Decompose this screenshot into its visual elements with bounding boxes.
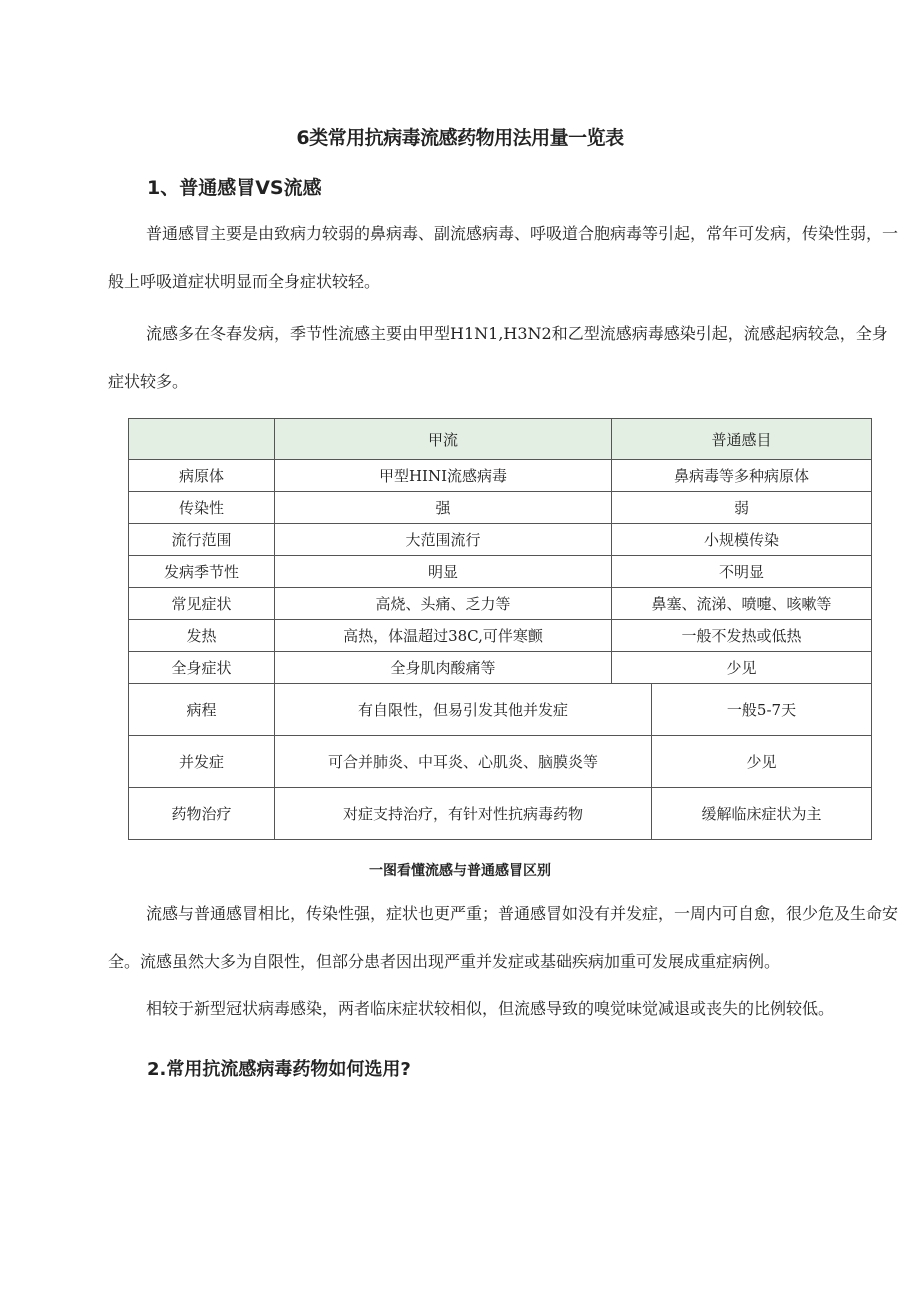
flu-cell: 可合并肺炎、中耳炎、心肌炎、脑膜炎等 bbox=[275, 736, 652, 788]
table-row bbox=[129, 492, 872, 524]
row-label: 发热 bbox=[129, 620, 275, 652]
row-label: 流行范围 bbox=[129, 524, 275, 556]
row-label: 发病季节性 bbox=[129, 556, 275, 588]
cold-cell: 少见 bbox=[652, 736, 872, 788]
row-label: 传染性 bbox=[129, 492, 275, 524]
flu-cell: 有自限性，但易引发其他并发症 bbox=[275, 684, 652, 736]
cold-cell: 缓解临床症状为主 bbox=[652, 788, 872, 840]
flu-cell: 全身肌肉酸痛等 bbox=[275, 652, 612, 684]
header-cell-empty bbox=[129, 419, 275, 460]
header-cell-flu: 甲流 bbox=[275, 419, 612, 460]
flu-cell: 明显 bbox=[275, 556, 612, 588]
cold-cell: 一般5-7天 bbox=[652, 684, 872, 736]
covid-comparison-paragraph: 相较于新型冠状病毒感染，两者临床症状较相似，但流感导致的嗅觉味觉减退或丧失的比例较低。 bbox=[146, 999, 835, 1018]
flu-cell: 对症支持治疗，有针对性抗病毒药物 bbox=[275, 788, 652, 840]
cold-cell: 鼻塞、流涕、喷嚏、咳嗽等 bbox=[612, 588, 872, 620]
cold-cell: 一般不发热或低热 bbox=[612, 620, 872, 652]
cold-cell: 不明显 bbox=[612, 556, 872, 588]
table-row bbox=[129, 736, 872, 788]
flu-cell: 甲型HINI流感病毒 bbox=[275, 460, 612, 492]
row-label: 全身症状 bbox=[129, 652, 275, 684]
comparison-table bbox=[128, 418, 872, 840]
cold-cell: 弱 bbox=[612, 492, 872, 524]
flu-cell: 大范围流行 bbox=[275, 524, 612, 556]
table-header-row bbox=[129, 419, 872, 460]
table-row bbox=[129, 620, 872, 652]
table-row bbox=[129, 588, 872, 620]
flu-cell: 强 bbox=[275, 492, 612, 524]
table-row bbox=[129, 524, 872, 556]
table-row bbox=[129, 684, 872, 736]
row-label: 并发症 bbox=[129, 736, 275, 788]
intro-paragraph-cold: 普通感冒主要是由致病力较弱的鼻病毒、副流感病毒、呼吸道合胞病毒等引起，常年可发病，传染性弱，一般上呼吸道症状明显而全身症状较轻。 bbox=[108, 224, 899, 291]
row-label: 病程 bbox=[129, 684, 275, 736]
section-heading-2: 2.常用抗流感病毒药物如何选用? bbox=[147, 1059, 411, 1080]
table-row bbox=[129, 460, 872, 492]
section-heading-1: 1、普通感冒VS流感 bbox=[147, 177, 322, 199]
flu-cell: 高热，体温超过38C,可伴寒颤 bbox=[275, 620, 612, 652]
table-row bbox=[129, 556, 872, 588]
flu-cell: 高烧、头痛、乏力等 bbox=[275, 588, 612, 620]
cold-cell: 少见 bbox=[612, 652, 872, 684]
cold-cell: 鼻病毒等多种病原体 bbox=[612, 460, 872, 492]
table-caption: 一图看懂流感与普通感冒区别 bbox=[369, 863, 551, 879]
cold-cell: 小规模传染 bbox=[612, 524, 872, 556]
row-label: 常见症状 bbox=[129, 588, 275, 620]
document-title: 6类常用抗病毒流感药物用法用量一览表 bbox=[296, 127, 624, 149]
intro-paragraph-flu: 流感多在冬春发病，季节性流感主要由甲型H1N1,H3N2和乙型流感病毒感染引起，流感起病较急，全身症状较多。 bbox=[108, 324, 888, 391]
comparison-paragraph: 流感与普通感冒相比，传染性强，症状也更严重；普通感冒如没有并发症，一周内可自愈，很少危及生命安全。流感虽然大多为自限性，但部分患者因出现严重并发症或基础疾病加重可发展成重症病例。 bbox=[108, 904, 899, 971]
header-cell-cold: 普通感目 bbox=[612, 419, 872, 460]
row-label: 病原体 bbox=[129, 460, 275, 492]
row-label: 药物治疗 bbox=[129, 788, 275, 840]
table-row bbox=[129, 788, 872, 840]
table-row bbox=[129, 652, 872, 684]
